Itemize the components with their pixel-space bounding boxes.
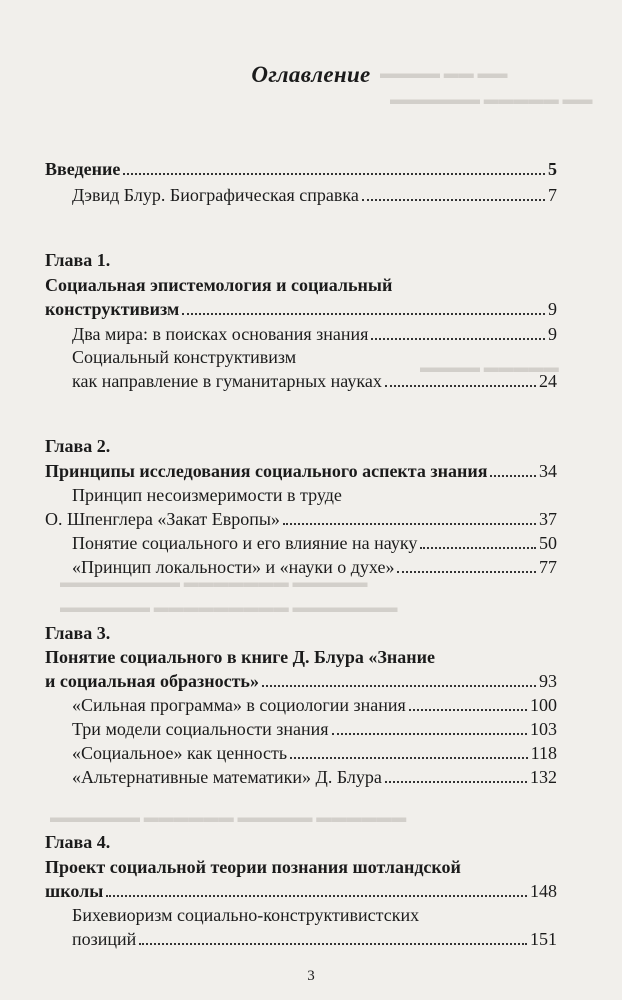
show-through-texture: ▬▬▬▬▬▬▬▬ ▬▬▬▬▬▬▬ ▬▬▬▬▬ bbox=[60, 575, 368, 591]
toc-entry-label-line: Социальный конструктивизм bbox=[72, 347, 297, 367]
toc-page-number: 77 bbox=[539, 557, 557, 577]
toc-entry-ch1-sub2[interactable] bbox=[72, 370, 557, 392]
leader-dots bbox=[371, 338, 545, 340]
toc-page-number: 151 bbox=[530, 929, 557, 949]
toc-entry-label: конструктивизм bbox=[45, 299, 180, 319]
toc-entry-label: «Принцип локальности» и «науки о духе» bbox=[72, 557, 395, 577]
show-through-texture: ▬▬▬▬ ▬▬ ▬▬ bbox=[380, 66, 508, 82]
toc-page-number: 24 bbox=[539, 371, 557, 391]
leader-dots bbox=[385, 385, 536, 387]
toc-page-number: 50 bbox=[539, 533, 557, 553]
leader-dots bbox=[409, 709, 527, 711]
toc-entry-ch1-sub1[interactable] bbox=[72, 323, 557, 345]
toc-entry-ch4-sub1[interactable] bbox=[72, 928, 557, 950]
toc-entry-ch3[interactable] bbox=[45, 670, 557, 692]
toc-entry-label: Введение bbox=[45, 159, 121, 179]
toc-entry-ch3-sub1[interactable] bbox=[72, 694, 557, 716]
leader-dots bbox=[362, 199, 545, 201]
toc-page-number: 100 bbox=[530, 695, 557, 715]
chapter-heading: Глава 4. bbox=[45, 832, 111, 852]
toc-entry-label: «Сильная программа» в социологии знания bbox=[72, 695, 406, 715]
toc-page-number: 34 bbox=[539, 461, 557, 481]
toc-entry-ch4[interactable] bbox=[45, 880, 557, 902]
toc-entry-label: школы bbox=[45, 881, 104, 901]
toc-entry-label: как направление в гуманитарных науках bbox=[72, 371, 382, 391]
toc-page-number: 5 bbox=[548, 159, 557, 179]
toc-page-number: 7 bbox=[548, 185, 557, 205]
toc-entry-ch3-sub3[interactable] bbox=[72, 742, 557, 764]
toc-page-number: 37 bbox=[539, 509, 557, 529]
leader-dots bbox=[420, 547, 536, 549]
toc-page-number: 132 bbox=[530, 767, 557, 787]
show-through-texture: ▬▬▬▬▬▬ ▬▬▬▬▬ ▬▬ bbox=[390, 92, 593, 108]
toc-entry-ch2-sub3[interactable] bbox=[72, 556, 557, 578]
page-number: 3 bbox=[307, 968, 315, 984]
page-title: Оглавление bbox=[251, 62, 371, 87]
toc-entry-label: Три модели социальности знания bbox=[72, 719, 329, 739]
show-through-texture: ▬▬▬▬▬▬ ▬▬▬▬▬▬ ▬▬▬▬▬ ▬▬▬▬▬▬ bbox=[50, 810, 407, 826]
toc-entry-intro[interactable] bbox=[45, 158, 557, 180]
toc-entry-ch2[interactable] bbox=[45, 460, 557, 482]
toc-entry-label: Дэвид Блур. Биографическая справка bbox=[72, 185, 359, 205]
leader-dots bbox=[123, 173, 545, 175]
toc-page-number: 9 bbox=[548, 299, 557, 319]
chapter-title-line: Социальная эпистемология и социальный bbox=[45, 275, 393, 295]
toc-entry-label: О. Шпенглера «Закат Европы» bbox=[45, 509, 280, 529]
toc-entry-label: и социальная образность» bbox=[45, 671, 259, 691]
toc-entry-label-line: Бихевиоризм социально-конструктивистских bbox=[72, 905, 420, 925]
toc-entry-ch2-sub1[interactable] bbox=[45, 508, 557, 530]
toc-page-number: 103 bbox=[530, 719, 557, 739]
toc-entry-ch3-sub4[interactable] bbox=[72, 766, 557, 788]
toc-entry-label: Два мира: в поисках основания знания bbox=[72, 324, 369, 344]
toc-page-number: 118 bbox=[530, 743, 557, 763]
leader-dots bbox=[490, 475, 536, 477]
toc-entry-label: «Социальное» как ценность bbox=[72, 743, 288, 763]
toc-entry-label: позиций bbox=[72, 929, 137, 949]
chapter-title-line: Понятие социального в книге Д. Блура «Знание bbox=[45, 647, 435, 667]
toc-entry-ch1[interactable] bbox=[45, 298, 557, 320]
toc-page-number: 9 bbox=[548, 324, 557, 344]
toc-entry-label-line: Принцип несоизмеримости в труде bbox=[72, 485, 342, 505]
show-through-texture: ▬▬▬▬▬▬ ▬▬▬▬▬▬▬▬▬ ▬▬▬▬▬▬▬ bbox=[60, 600, 398, 616]
chapter-heading: Глава 2. bbox=[45, 436, 111, 456]
toc-page-number: 93 bbox=[539, 671, 557, 691]
leader-dots bbox=[262, 685, 536, 687]
show-through-texture: ▬▬▬▬ ▬▬▬▬▬ bbox=[420, 360, 559, 376]
chapter-heading: Глава 3. bbox=[45, 623, 111, 643]
leader-dots bbox=[332, 733, 527, 735]
toc-page-number: 148 bbox=[530, 881, 557, 901]
leader-dots bbox=[283, 523, 536, 525]
leader-dots bbox=[106, 895, 527, 897]
toc-entry-label: «Альтернативные математики» Д. Блура bbox=[72, 767, 382, 787]
leader-dots bbox=[139, 943, 527, 945]
chapter-title-line: Проект социальной теории познания шотландской bbox=[45, 857, 461, 877]
leader-dots bbox=[182, 313, 545, 315]
toc-entry-ch3-sub2[interactable] bbox=[72, 718, 557, 740]
toc-entry-ch2-sub2[interactable] bbox=[72, 532, 557, 554]
chapter-heading: Глава 1. bbox=[45, 250, 111, 270]
toc-entry-bio[interactable] bbox=[72, 184, 557, 206]
leader-dots bbox=[385, 781, 527, 783]
toc-entry-label: Принципы исследования социального аспекта знания bbox=[45, 461, 488, 481]
leader-dots bbox=[397, 571, 536, 573]
leader-dots bbox=[290, 757, 528, 759]
toc-entry-label: Понятие социального и его влияние на науку bbox=[72, 533, 418, 553]
